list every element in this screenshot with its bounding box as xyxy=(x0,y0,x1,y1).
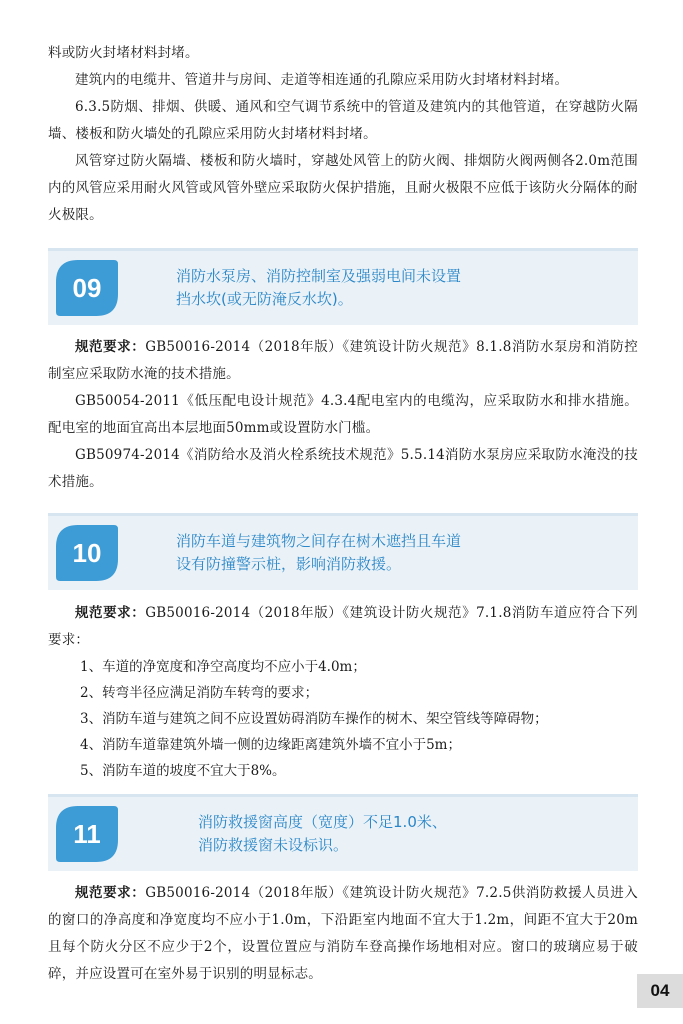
section-10-paragraph-1 xyxy=(48,600,638,654)
page-number: 04 xyxy=(637,974,683,1008)
list-item: 2、转弯半径应满足消防车转弯的要求； xyxy=(80,685,319,701)
section-09-text-1: GB50016-2014（2018年版）《建筑设计防火规范》8.1.8消防水泵房和消防控制室应采取防水淹的技术措施。 xyxy=(48,339,638,382)
section-title-line-2: 消防救援窗未设标识。 xyxy=(198,836,349,854)
list-item: 3、消防车道与建筑之间不应设置妨碍消防车操作的树木、架空管线等障碍物； xyxy=(80,711,548,727)
section-title xyxy=(176,530,616,576)
section-title xyxy=(176,265,616,311)
section-11-text-1: GB50016-2014（2018年版）《建筑设计防火规范》7.2.5供消防救援人员进入的窗口的净高度和净宽度均不应小于1.0m，下沿距室内地面不宜大于1.2m，间距不宜大于20m且每个防火分区不应少于2个，设置位置应与消防车登高操作场地相对应。窗口的玻璃应易于破碎，并应设置可在室外易于识别的明显标志。 xyxy=(48,885,638,982)
intro-paragraph-2: 建筑内的电缆井、管道井与房间、走道等相连通的孔隙应采用防火封堵材料封堵。 xyxy=(75,72,569,88)
requirement-label: 规范要求： xyxy=(75,885,146,901)
requirement-label: 规范要求： xyxy=(75,339,146,355)
section-title-line-2: 设有防撞警示桩，影响消防救援。 xyxy=(176,555,402,573)
section-number-badge xyxy=(56,806,118,862)
section-header-09 xyxy=(48,248,638,325)
section-title-line-1: 消防水泵房、消防控制室及强弱电间未设置 xyxy=(176,267,462,285)
section-09-paragraph-2: GB50054-2011《低压配电设计规范》4.3.4配电室内的电缆沟，应采取防水和排水措施。配电室的地面宜高出本层地面50mm或设置防水门槛。 xyxy=(48,393,638,436)
section-header-11 xyxy=(48,794,638,871)
section-10-text-1: GB50016-2014（2018年版）《建筑设计防火规范》7.1.8消防车道应符合下列要求： xyxy=(48,605,638,648)
section-title-line-1: 消防救援窗高度（宽度）不足1.0米、 xyxy=(198,813,447,831)
section-header-10 xyxy=(48,513,638,590)
section-number: 11 xyxy=(73,818,101,849)
section-title-line-1: 消防车道与建筑物之间存在树木遮挡且车道 xyxy=(176,532,462,550)
section-11-paragraph-1 xyxy=(48,880,638,988)
list-item: 1、车道的净宽度和净空高度均不应小于4.0m； xyxy=(80,659,366,675)
intro-paragraph-3: 6.3.5防烟、排烟、供暖、通风和空气调节系统中的管道及建筑内的其他管道，在穿越防火隔墙、楼板和防火墙处的孔隙应采用防火封堵材料封堵。 xyxy=(48,99,638,142)
section-title-line-2: 挡水坎(或无防淹反水坎)。 xyxy=(176,290,353,308)
requirement-list xyxy=(80,654,640,784)
list-item: 5、消防车道的坡度不宜大于8%。 xyxy=(80,763,286,779)
section-number-badge xyxy=(56,260,118,316)
section-number: 09 xyxy=(72,272,102,303)
section-title xyxy=(198,811,638,857)
section-09-paragraph-3: GB50974-2014《消防给水及消火栓系统技术规范》5.5.14消防水泵房应采取防水淹没的技术措施。 xyxy=(48,447,638,490)
section-09-paragraph-1 xyxy=(48,334,638,388)
requirement-label: 规范要求： xyxy=(75,605,146,621)
list-item: 4、消防车道靠建筑外墙一侧的边缘距离建筑外墙不宜小于5m； xyxy=(80,737,461,753)
section-number-badge xyxy=(56,525,118,581)
intro-paragraph-4: 风管穿过防火隔墙、楼板和防火墙时，穿越处风管上的防火阀、排烟防火阀两侧各2.0m范围内的风管应采用耐火风管或风管外壁应采取防火保护措施，且耐火极限不应低于该防火分隔体的耐火极限。 xyxy=(48,153,638,223)
section-number: 10 xyxy=(72,537,102,568)
intro-paragraph-1: 料或防火封堵材料封堵。 xyxy=(48,45,199,61)
